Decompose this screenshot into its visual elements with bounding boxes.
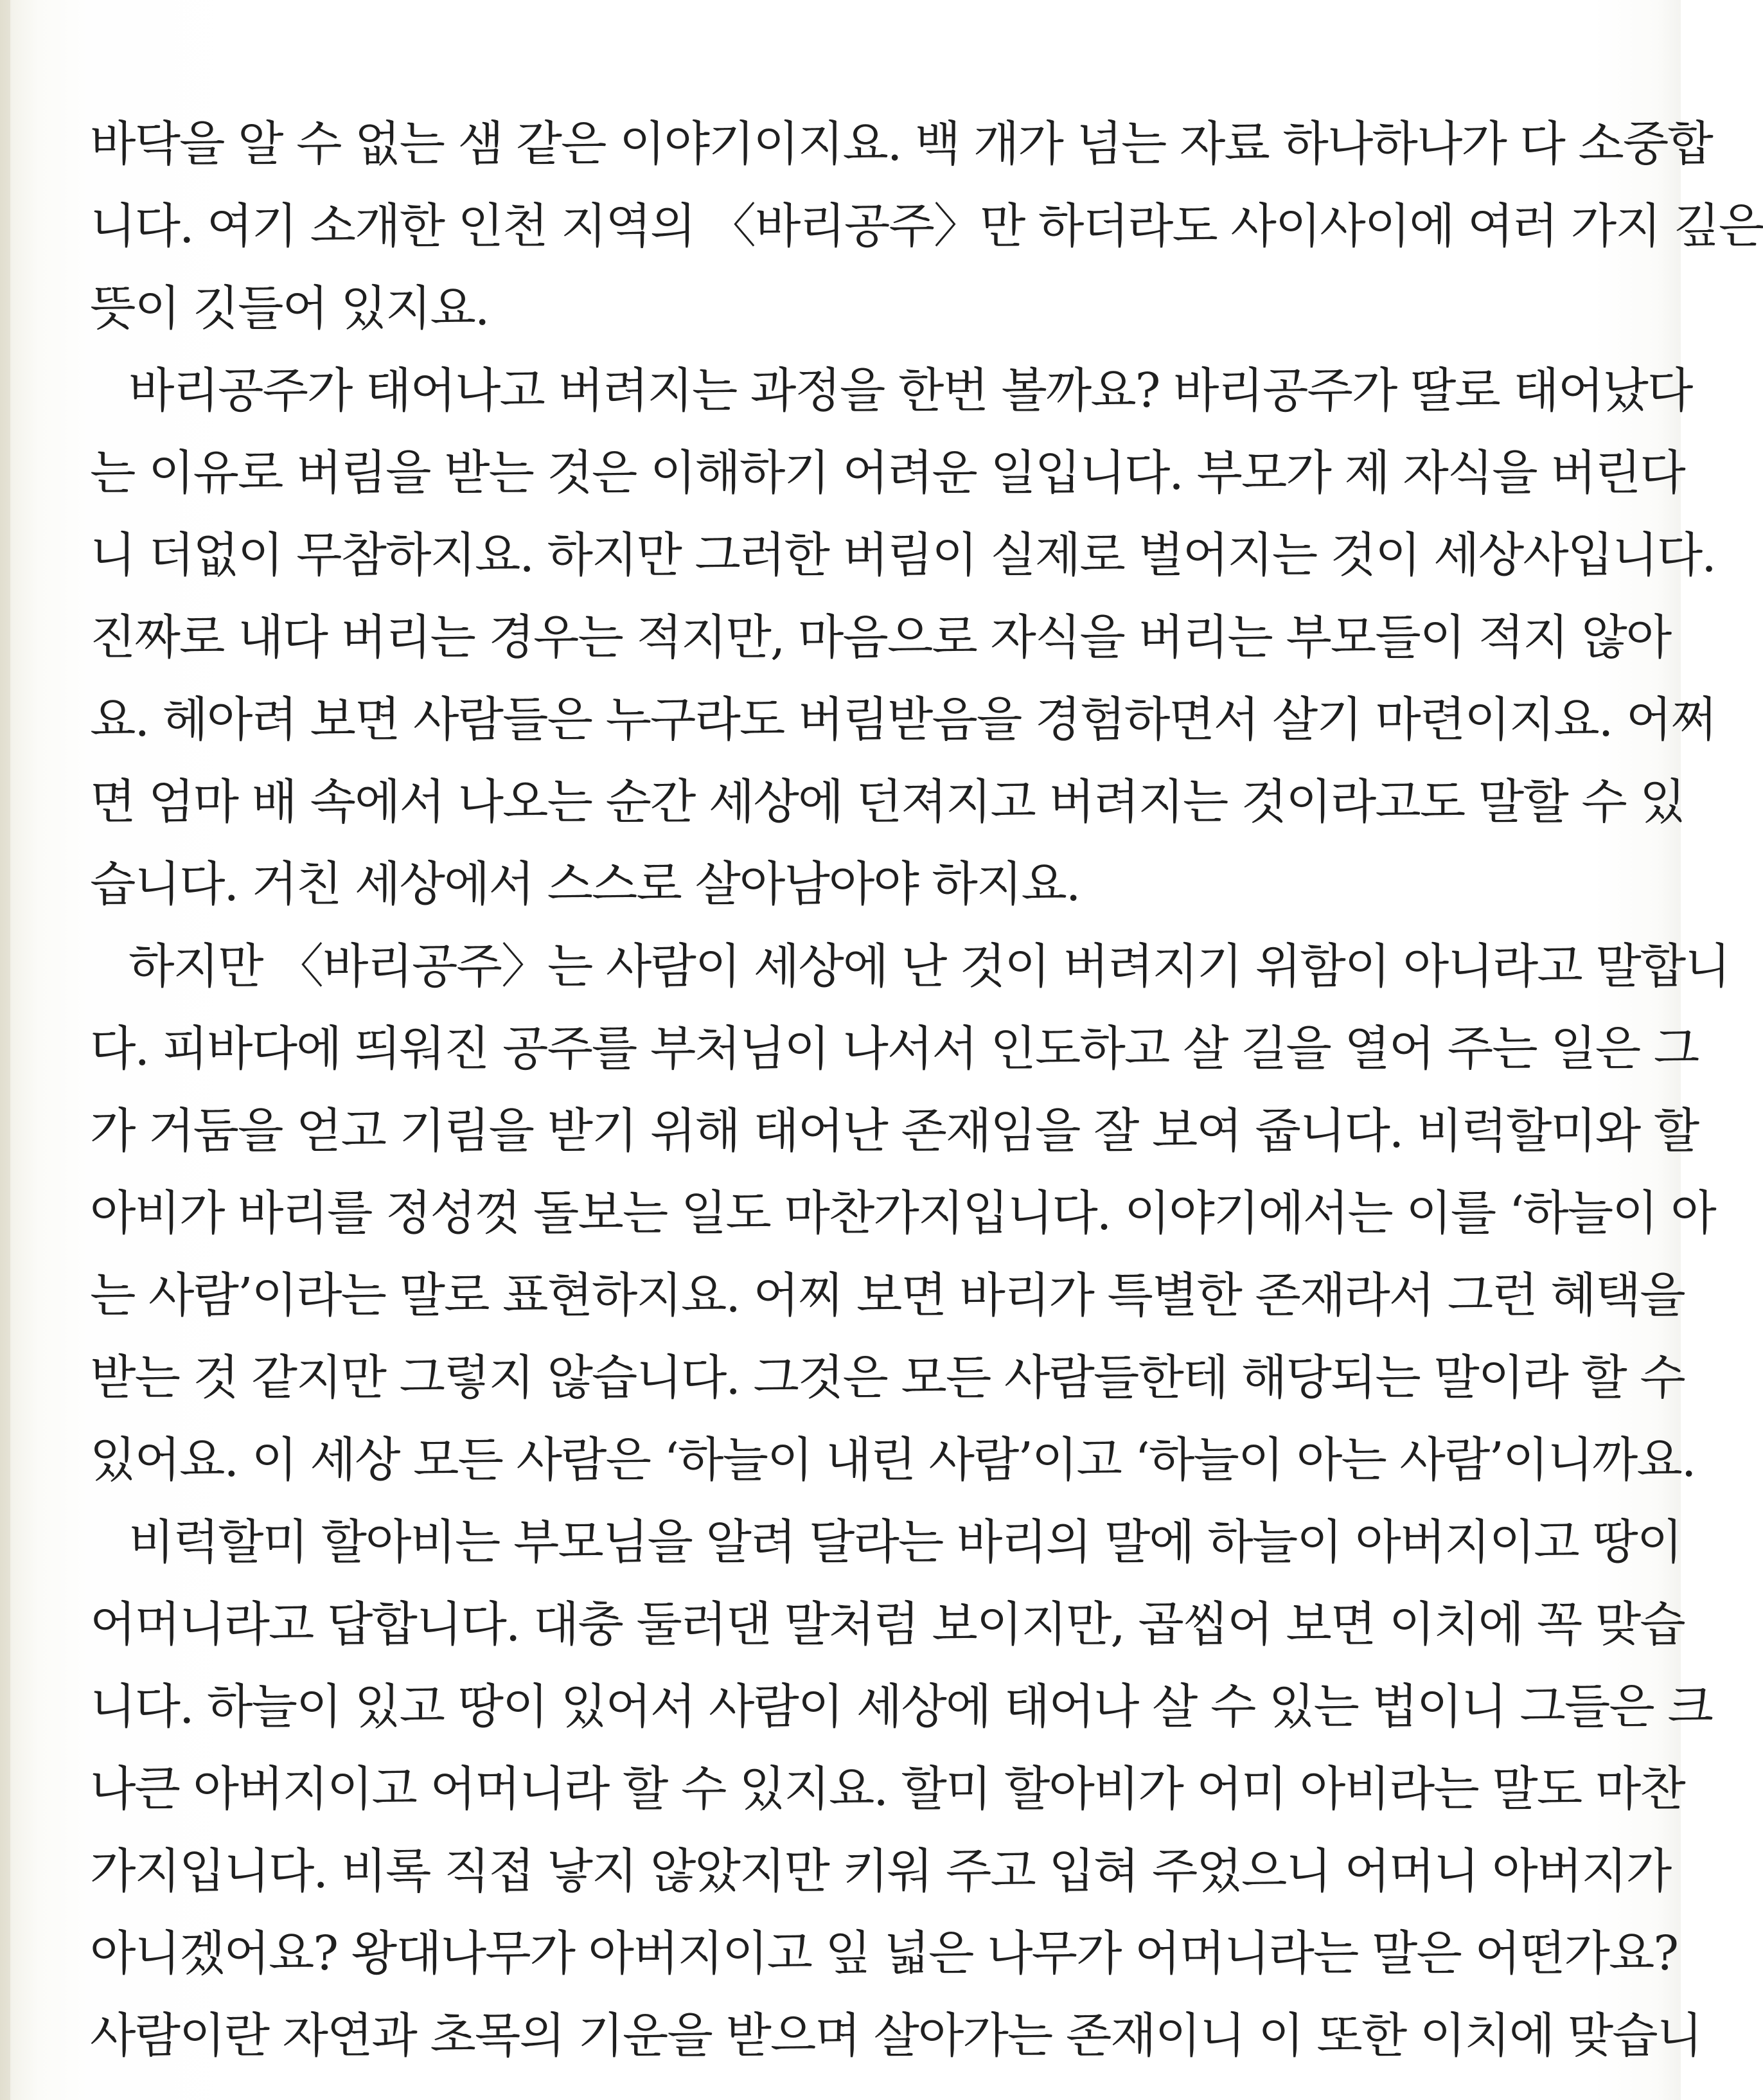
text-line: 면 엄마 배 속에서 나오는 순간 세상에 던져지고 버려지는 것이라고도 말할 수 있: [90, 774, 1685, 830]
text-line: 아비가 바리를 정성껏 돌보는 일도 마찬가지입니다. 이야기에서는 이를 ‘하늘이 아: [90, 1186, 1715, 1241]
text-line: 습니다. 거친 세상에서 스스로 살아남아야 하지요.: [90, 857, 1080, 912]
text-line: 뜻이 깃들어 있지요.: [90, 281, 489, 336]
text-line: 니 더없이 무참하지요. 하지만 그러한 버림이 실제로 벌어지는 것이 세상사입니다.: [90, 528, 1715, 583]
text-line: 어머니라고 답합니다. 대충 둘러댄 말처럼 보이지만, 곱씹어 보면 이치에 꼭 맞습: [90, 1597, 1685, 1652]
text-line: 하지만 〈바리공주〉는 사람이 세상에 난 것이 버려지기 위함이 아니라고 말합니: [128, 939, 1730, 994]
text-line: 나큰 아버지이고 어머니라 할 수 있지요. 할미 할아비가 어미 아비라는 말도 마찬: [90, 1761, 1685, 1817]
text-line: 니다. 여기 소개한 인천 지역의 〈바리공주〉만 하더라도 사이사이에 여러 가지 깊은: [90, 199, 1763, 254]
text-line: 진짜로 내다 버리는 경우는 적지만, 마음으로 자식을 버리는 부모들이 적지 않아: [90, 610, 1671, 665]
text-line: 받는 것 같지만 그렇지 않습니다. 그것은 모든 사람들한테 해당되는 말이라 할 수: [90, 1350, 1685, 1405]
text-line: 바닥을 알 수 없는 샘 같은 이야기이지요. 백 개가 넘는 자료 하나하나가 다 소중합: [90, 116, 1712, 172]
text-line: 는 사람’이라는 말로 표현하지요. 어찌 보면 바리가 특별한 존재라서 그런 혜택을: [90, 1268, 1685, 1323]
body-text: [90, 103, 1763, 2077]
text-line: 사람이란 자연과 초목의 기운을 받으며 살아가는 존재이니 이 또한 이치에 맞습니: [90, 2008, 1702, 2063]
text-line: 가지입니다. 비록 직접 낳지 않았지만 키워 주고 입혀 주었으니 어머니 아버지가: [90, 1844, 1671, 1899]
text-line: 다. 피바다에 띄워진 공주를 부처님이 나서서 인도하고 살 길을 열어 주는 일은 그: [90, 1021, 1699, 1076]
text-line: 니다. 하늘이 있고 땅이 있어서 사람이 세상에 태어나 살 수 있는 법이니 그들은 크: [90, 1679, 1712, 1734]
page-gutter-shadow: [0, 0, 10, 2100]
text-line: 아니겠어요? 왕대나무가 아버지이고 잎 넓은 나무가 어머니라는 말은 어떤가요?: [90, 1926, 1678, 1981]
text-line: 있어요. 이 세상 모든 사람은 ‘하늘이 내린 사람’이고 ‘하늘이 아는 사람’이니까요.: [90, 1432, 1696, 1488]
text-line: 요. 헤아려 보면 사람들은 누구라도 버림받음을 경험하면서 살기 마련이지요. 어쩌: [90, 692, 1715, 747]
text-line: 가 거둠을 얻고 기림을 받기 위해 태어난 존재임을 잘 보여 줍니다. 비럭할미와 할: [90, 1103, 1699, 1159]
text-line: 비럭할미 할아비는 부모님을 알려 달라는 바리의 말에 하늘이 아버지이고 땅이: [128, 1515, 1682, 1570]
text-line: 는 이유로 버림을 받는 것은 이해하기 어려운 일입니다. 부모가 제 자식을 버린다: [90, 445, 1685, 501]
text-line: 바리공주가 태어나고 버려지는 과정을 한번 볼까요? 바리공주가 딸로 태어났다: [128, 363, 1692, 418]
